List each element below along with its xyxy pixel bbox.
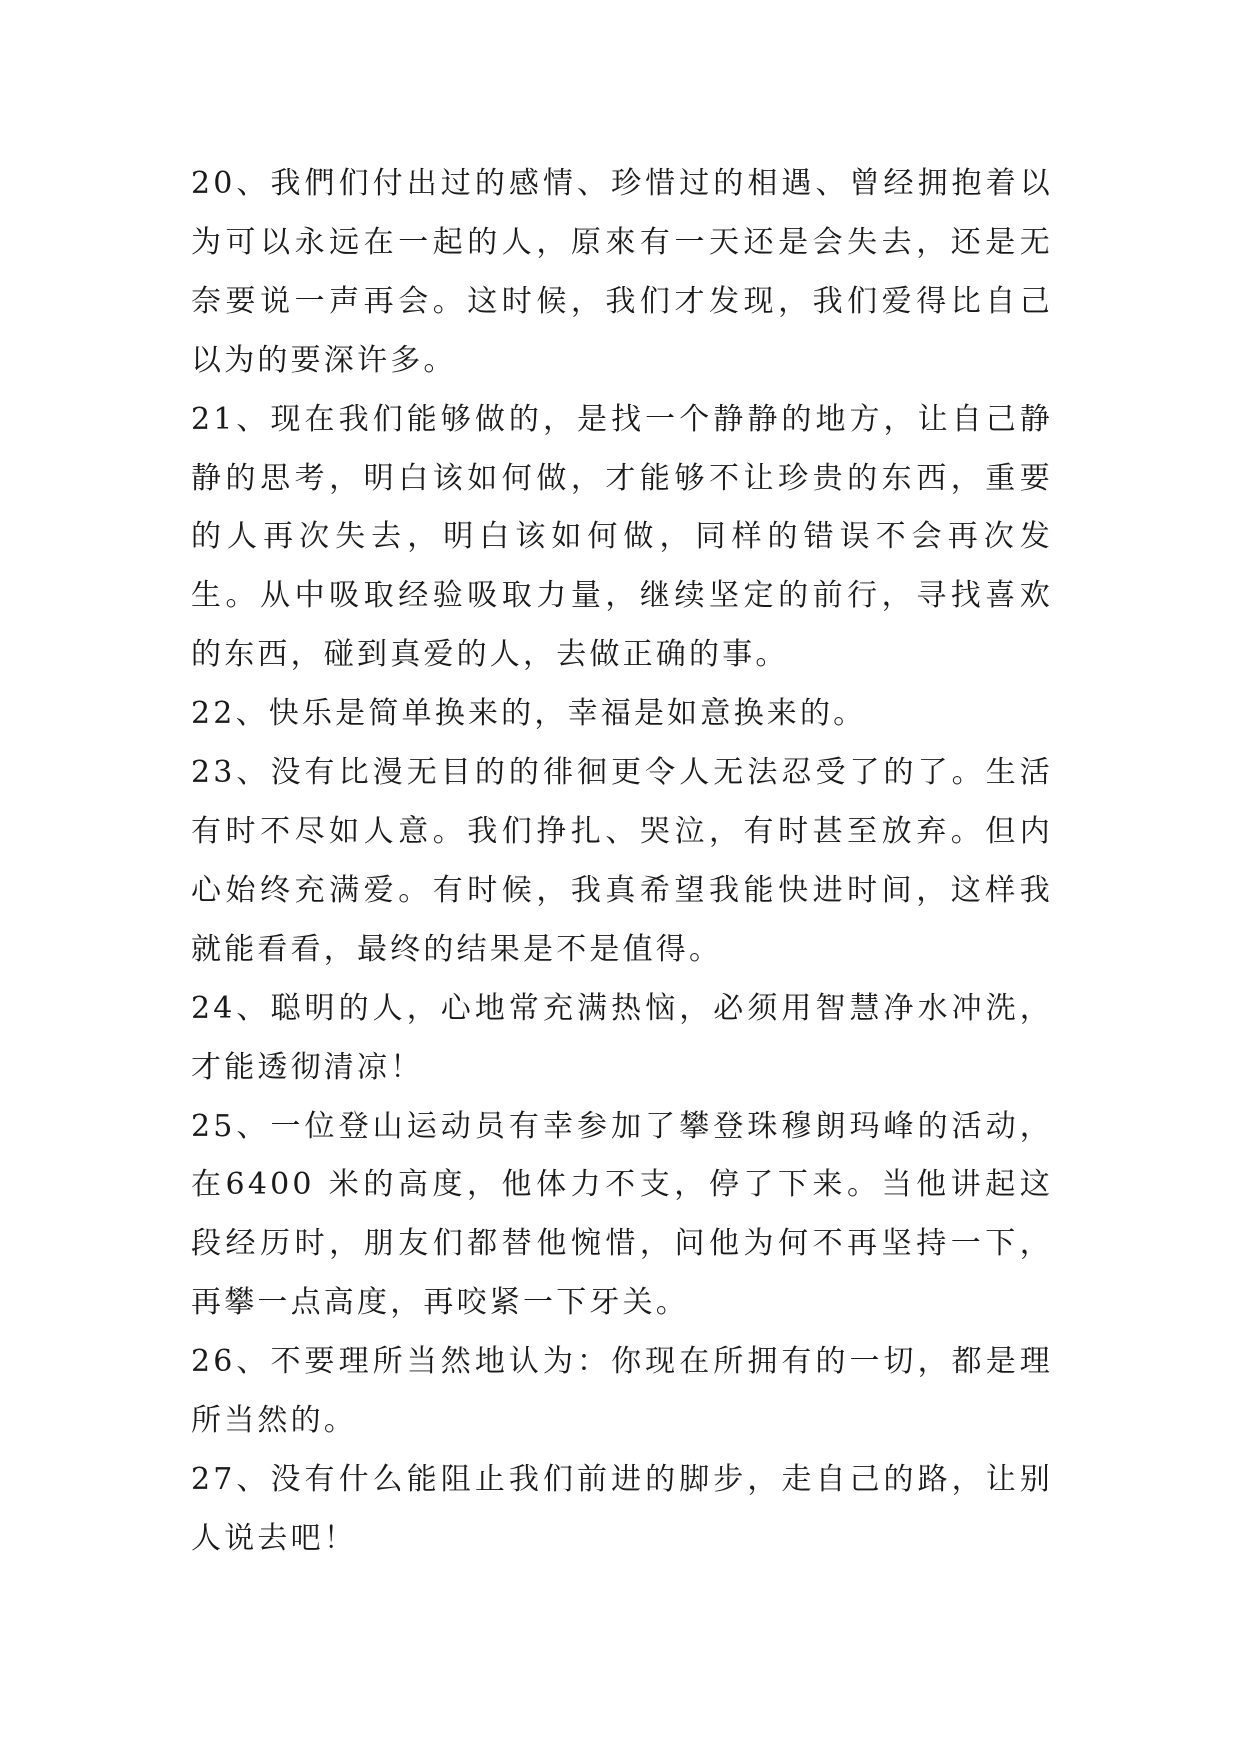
paragraph-23: 23、没有比漫无目的的徘徊更令人无法忍受了的了。生活有时不尽如人意。我们挣扎、哭泣，有时甚至放弃。但内心始终充满爱。有时候，我真希望我能快进时间，这样我就能看看，最终的结果是不是值得。 <box>191 755 1053 967</box>
paragraph-21: 21、现在我们能够做的，是找一个静静的地方，让自己静静的思考，明白该如何做，才能够不让珍贵的东西，重要的人再次失去，明白该如何做，同样的错误不会再次发生。从中吸取经验吸取力量，继续坚定的前行，寻找喜欢的东西，碰到真爱的人，去做正确的事。 <box>191 401 1053 673</box>
paragraph-20: 20、我們们付出过的感情、珍惜过的相遇、曾经拥抱着以为可以永远在一起的人，原來有一天还是会失去，还是无奈要说一声再会。这时候，我们才发现，我们爱得比自己以为的要深许多。 <box>191 166 1053 378</box>
document-body <box>191 155 1053 1569</box>
paragraph-25: 25、一位登山运动员有幸参加了攀登珠穆朗玛峰的活动，在6400 米的高度，他体力不支，停了下来。当他讲起这段经历时，朋友们都替他惋惜，问他为何不再坚持一下，再攀一点高度，再咬紧一下牙关。 <box>191 1108 1053 1321</box>
paragraph-27: 27、没有什么能阻止我们前进的脚步，走自己的路，让别人说去吧！ <box>191 1461 1053 1556</box>
paragraph-26: 26、不要理所当然地认为：你现在所拥有的一切，都是理所当然的。 <box>191 1344 1053 1439</box>
paragraph-22: 22、快乐是简单换来的，幸福是如意换来的。 <box>191 696 867 732</box>
paragraph-24: 24、聪明的人，心地常充满热恼，必须用智慧净水冲洗，才能透彻清凉！ <box>191 990 1053 1085</box>
